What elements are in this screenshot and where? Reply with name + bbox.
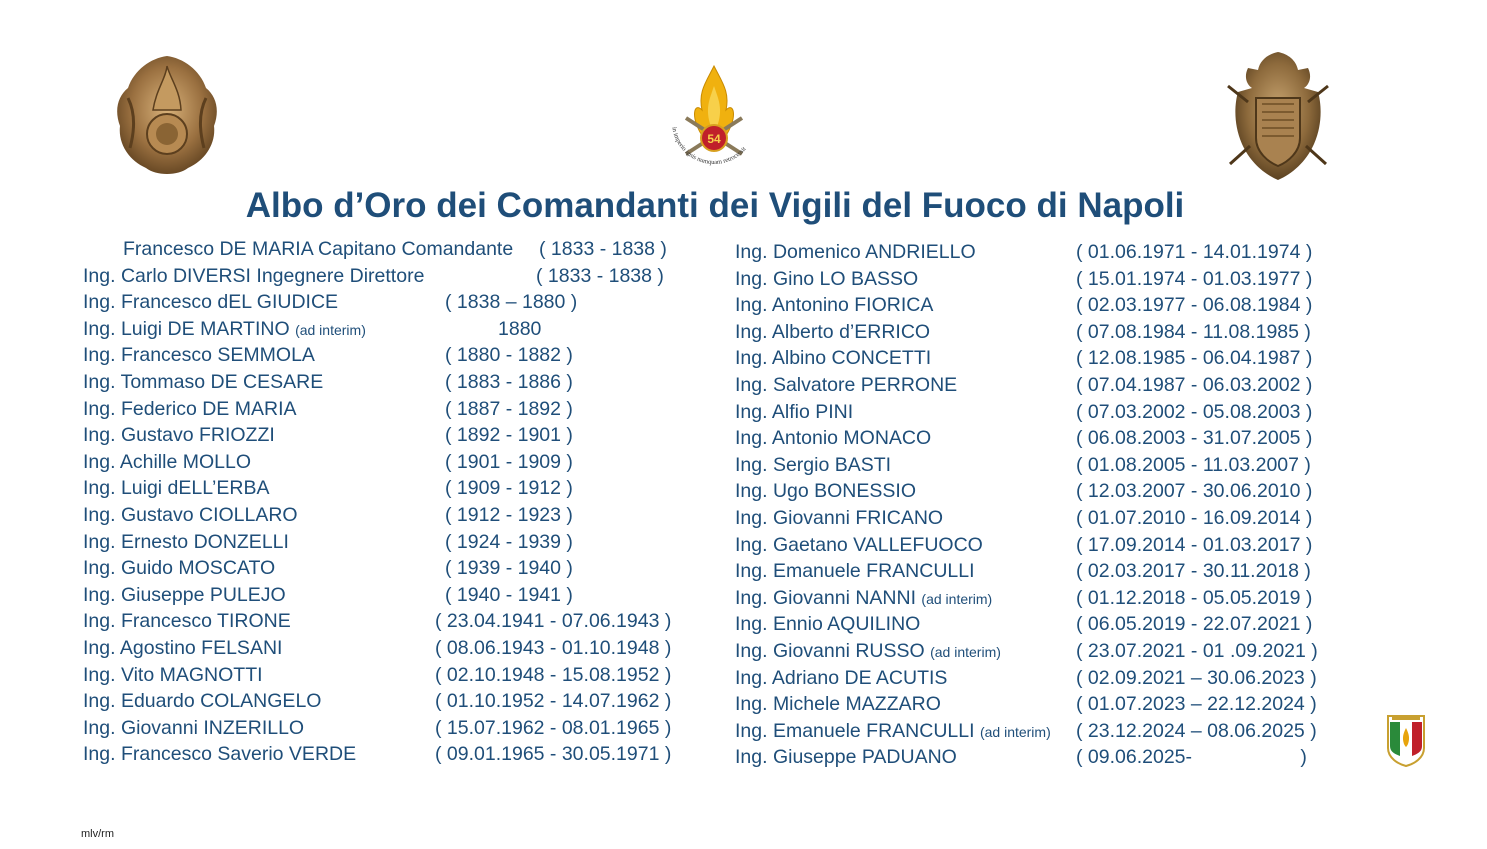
commander-period: ( 1909 - 1912 ) [445, 477, 573, 500]
italian-flag-badge-icon [1386, 712, 1426, 768]
list-item [735, 505, 1355, 532]
list-item [735, 239, 1355, 266]
commander-period: ( 09.06.2025- ) [1076, 746, 1307, 769]
commander-name: Ing. Alberto d’ERRICO [735, 320, 931, 343]
commander-period: ( 23.07.2021 - 01 .09.2021 ) [1076, 639, 1318, 662]
list-item [83, 555, 703, 582]
commander-name: Ing. Emanuele FRANCULLI [735, 560, 975, 583]
commander-period: ( 1838 – 1880 ) [445, 291, 578, 314]
list-item [735, 399, 1355, 426]
commander-period: ( 01.07.2010 - 16.09.2014 ) [1076, 506, 1313, 529]
commander-period: 1880 [498, 317, 542, 340]
commander-period: ( 02.03.2017 - 30.11.2018 ) [1076, 560, 1311, 583]
list-item [735, 691, 1355, 718]
commander-period: ( 01.08.2005 - 11.03.2007 ) [1076, 453, 1311, 476]
commander-period: ( 06.08.2003 - 31.07.2005 ) [1076, 427, 1313, 450]
list-item [83, 263, 703, 290]
commander-name: Ing. Antonino FIORICA [735, 294, 934, 317]
commander-name: Ing. Carlo DIVERSI Ingegnere Direttore [83, 264, 425, 287]
commander-period: ( 12.03.2007 - 30.06.2010 ) [1076, 480, 1313, 503]
list-item [83, 608, 703, 635]
logo-badge-number: 54 [707, 132, 721, 146]
logo-motto: in imperio ignis numquam retrocessit [670, 126, 748, 167]
list-item [735, 425, 1355, 452]
commander-period: ( 15.01.1974 - 01.03.1977 ) [1076, 267, 1313, 290]
list-item [83, 342, 703, 369]
commander-name: Ing. Gustavo CIOLLARO [83, 503, 298, 526]
list-item [83, 316, 703, 343]
ad-interim-note: (ad interim) [295, 321, 366, 338]
commander-period: ( 1939 - 1940 ) [445, 557, 573, 580]
commander-period: ( 02.09.2021 – 30.06.2023 ) [1076, 666, 1317, 689]
commander-name: Ing. Domenico ANDRIELLO [735, 241, 976, 263]
commander-period: ( 07.03.2002 - 05.08.2003 ) [1076, 400, 1313, 423]
commander-name: Ing. Gustavo FRIOZZI [83, 424, 275, 447]
commander-name: Ing. Ugo BONESSIO [735, 480, 916, 503]
page-title: Albo d’Oro dei Comandanti dei Vigili del Fuoco di Napoli [245, 186, 1185, 225]
commander-period: ( 01.10.1952 - 14.07.1962 ) [435, 690, 672, 713]
commander-name: Ing. Luigi dELL’ERBA [83, 477, 270, 500]
commander-name: Francesco DE MARIA Capitano Comandante [123, 238, 514, 260]
commander-period: ( 1887 - 1892 ) [445, 397, 573, 420]
commander-name: Ing. Emanuele FRANCULLI (ad interim) [735, 719, 1051, 742]
commander-name: Ing. Adriano DE ACUTIS [735, 666, 948, 689]
commander-name: Ing. Tommaso DE CESARE [83, 370, 324, 393]
list-item [83, 715, 703, 742]
list-item [83, 582, 703, 609]
commander-period: ( 1880 - 1882 ) [445, 344, 573, 367]
commander-name: Ing. Agostino FELSANI [83, 636, 283, 659]
commander-name: Ing. Giovanni RUSSO (ad interim) [735, 639, 1001, 662]
commander-name: Ing. Luigi DE MARTINO (ad interim) [83, 317, 366, 340]
commander-name: Ing. Eduardo COLANGELO [83, 690, 322, 713]
commander-name: Ing. Alfio PINI [735, 400, 854, 423]
commander-period: ( 1912 - 1923 ) [445, 503, 573, 526]
list-item [83, 529, 703, 556]
commander-name: Ing. Michele MAZZARO [735, 693, 941, 716]
list-item [735, 744, 1355, 771]
commander-name: Ing. Gaetano VALLEFUOCO [735, 533, 983, 556]
list-item [83, 289, 703, 316]
list-item [735, 266, 1355, 293]
commander-name: Ing. Albino CONCETTI [735, 347, 932, 370]
commander-period: ( 08.06.1943 - 01.10.1948 ) [435, 636, 672, 659]
commander-name: Ing. Sergio BASTI [735, 453, 892, 476]
commander-name: Ing. Vito MAGNOTTI [83, 663, 263, 686]
list-item [735, 532, 1355, 559]
ad-interim-note: (ad interim) [921, 590, 993, 607]
commander-name: Ing. Giovanni FRICANO [735, 506, 944, 529]
commander-name: Ing. Federico DE MARIA [83, 397, 297, 420]
list-item [83, 688, 703, 715]
commander-period: ( 09.01.1965 - 30.05.1971 ) [435, 743, 672, 766]
commander-name: Ing. Gino LO BASSO [735, 267, 919, 290]
list-item [735, 718, 1355, 745]
ad-interim-note: (ad interim) [979, 723, 1051, 740]
commander-period: ( 1940 - 1941 ) [445, 583, 573, 606]
commander-period: ( 06.05.2019 - 22.07.2021 ) [1076, 613, 1313, 636]
list-item [83, 369, 703, 396]
commander-name: Ing. Salvatore PERRONE [735, 373, 958, 396]
list-item [83, 662, 703, 689]
commander-period: ( 1924 - 1939 ) [445, 530, 573, 553]
list-item [735, 292, 1355, 319]
right-commanders-list [735, 239, 1355, 771]
commander-name: Ing. Giuseppe PADUANO [735, 746, 957, 769]
commander-period: ( 02.10.1948 - 15.08.1952 ) [435, 663, 672, 686]
commander-name: Ing. Ennio AQUILINO [735, 613, 921, 636]
footer-initials: mlv/rm [81, 828, 114, 840]
list-item [735, 345, 1355, 372]
ad-interim-note: (ad interim) [930, 643, 1001, 660]
bronze-crest-emblem-icon [1222, 46, 1334, 184]
commander-name: Ing. Antonio MONACO [735, 427, 932, 450]
commander-name: Ing. Achille MOLLO [83, 450, 251, 473]
bronze-grenade-emblem-icon [108, 48, 226, 178]
list-item [83, 741, 703, 768]
list-item [83, 635, 703, 662]
commander-name: Ing. Francesco dEL GIUDICE [83, 291, 339, 314]
commander-period: ( 01.06.1971 - 14.01.1974 ) [1076, 241, 1313, 263]
commander-period: ( 1901 - 1909 ) [445, 450, 573, 473]
commander-period: ( 01.07.2023 – 22.12.2024 ) [1076, 693, 1317, 716]
commander-name: Ing. Francesco Saverio VERDE [83, 743, 357, 766]
list-item [735, 478, 1355, 505]
list-item [735, 638, 1355, 665]
commander-period: ( 17.09.2014 - 01.03.2017 ) [1076, 533, 1313, 556]
commander-period: ( 1833 - 1838 ) [536, 264, 664, 287]
list-item [83, 449, 703, 476]
list-item [83, 396, 703, 423]
commander-name: Ing. Giovanni INZERILLO [83, 716, 305, 739]
left-commanders-list [83, 236, 703, 768]
vigili-del-fuoco-logo-icon [664, 62, 764, 177]
commander-period: ( 07.08.1984 - 11.08.1985 ) [1076, 320, 1311, 343]
list-item [735, 558, 1355, 585]
list-item [83, 475, 703, 502]
commander-period: ( 01.12.2018 - 05.05.2019 ) [1076, 586, 1313, 609]
list-item [735, 585, 1355, 612]
commander-period: ( 15.07.1962 - 08.01.1965 ) [435, 716, 672, 739]
list-item [735, 611, 1355, 638]
commander-period: ( 07.04.1987 - 06.03.2002 ) [1076, 373, 1313, 396]
list-item [735, 452, 1355, 479]
list-item [83, 502, 703, 529]
commander-name: Ing. Giovanni NANNI (ad interim) [735, 586, 993, 609]
list-item [735, 665, 1355, 692]
commander-period: ( 1892 - 1901 ) [445, 424, 573, 447]
commander-period: ( 1883 - 1886 ) [445, 370, 573, 393]
commander-name: Ing. Guido MOSCATO [83, 557, 276, 580]
list-item [83, 236, 703, 263]
commander-period: ( 1833 - 1838 ) [539, 238, 667, 260]
commander-name: Ing. Ernesto DONZELLI [83, 530, 289, 553]
list-item [83, 422, 703, 449]
commander-name: Ing. Francesco TIRONE [83, 610, 291, 633]
commander-period: ( 12.08.1985 - 06.04.1987 ) [1076, 347, 1313, 370]
list-item [735, 372, 1355, 399]
commander-period: ( 23.12.2024 – 08.06.2025 ) [1076, 719, 1317, 742]
commander-name: Ing. Giuseppe PULEJO [83, 583, 286, 606]
commander-period: ( 02.03.1977 - 06.08.1984 ) [1076, 294, 1313, 317]
commander-name: Ing. Francesco SEMMOLA [83, 344, 315, 367]
commander-period: ( 23.04.1941 - 07.06.1943 ) [435, 610, 672, 633]
list-item [735, 319, 1355, 346]
